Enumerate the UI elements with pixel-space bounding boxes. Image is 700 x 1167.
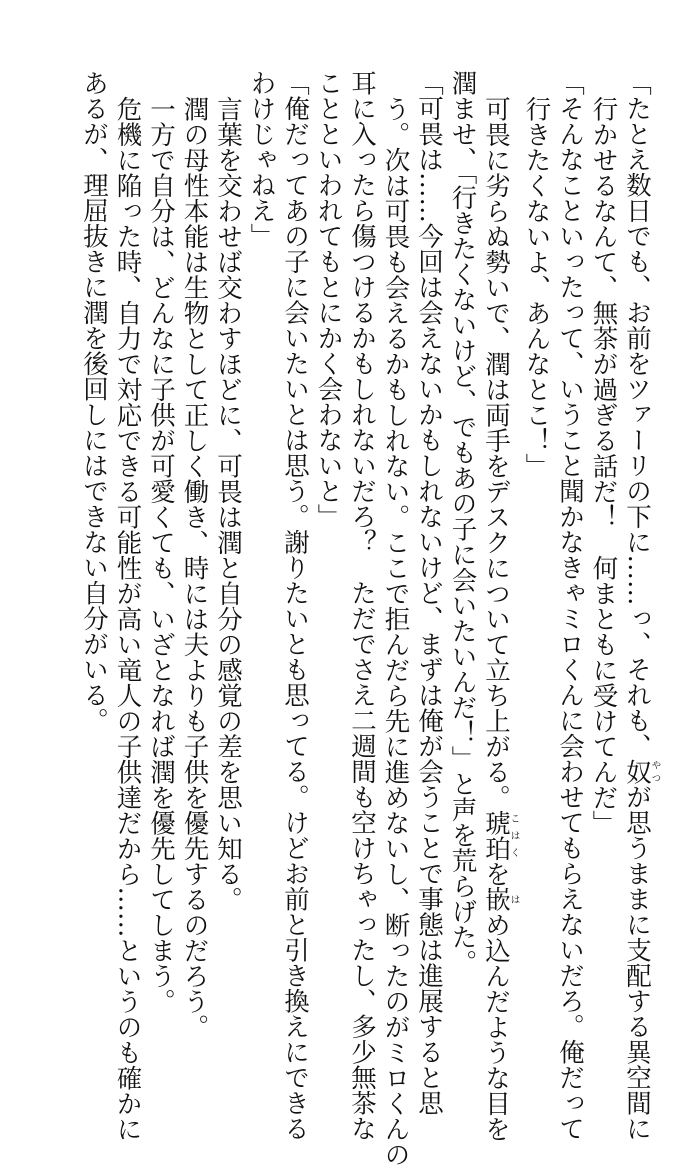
ruby-word: 嵌は <box>481 886 520 912</box>
text-line: 一方で自分は、どんなに子供が可愛くても、いざとなれば潤を優先してしまう。 <box>146 95 176 1014</box>
text-line: 「俺だってあの子に会いたいとは思う。謝りたいとも思ってる。けどお前と引き換えにできる <box>280 70 310 1141</box>
text-line-part: が思うままに支配する異空間に <box>622 784 652 1141</box>
text-line: 可畏に劣らぬ勢いで、潤は両手をデスクについて立ち上がる。琥珀こはくを嵌はめ込んだような目を <box>481 95 520 1141</box>
ruby-word: 奴やつ <box>622 758 661 784</box>
text-line: 潤の母性本能は生物として正しく働き、時には夫よりも子供を優先するのだろう。 <box>179 95 210 1039</box>
text-line: 「可畏は……今回は会えないかもしれないけど、まずは俺が会うことで事態は進展すると思 <box>414 70 444 1116</box>
text-line: 耳に入ったら傷つけるかもしれないだろ？ ただでさえ二週間も空けちゃったし、多少無茶な <box>347 70 377 1141</box>
text-line <box>620 70 661 1141</box>
novel-page <box>40 70 661 1167</box>
text-line: 行きたくないよ、あんなとこ！」 <box>521 95 552 478</box>
text-line: 「そんなこといったって、いうこと聞かなきゃミロくんに会わせてもらえないだろ。俺だって <box>555 70 585 1141</box>
text-line: う。次は可畏も会えるかもしれない。ここで拒んだら先に進めないし、断ったのがミロくんの <box>380 95 411 1167</box>
text-line: わけじゃねえ」 <box>246 70 277 249</box>
text-line-part: 可畏に劣らぬ勢いで、潤は両手をデスクについて立ち上がる。 <box>481 95 511 810</box>
text-line: 潤ませ、「行きたくないけど、でもあの子に会いたいんだ！」と声を荒らげた。 <box>447 70 478 976</box>
text-line-part: 「たとえ数日でも、お前をツァーリの下に……っ、それも、 <box>622 70 652 759</box>
ruby-word: 琥珀こはく <box>481 809 520 861</box>
text-line: あるが、理屈抜きに潤を後回しにはできない自分がいる。 <box>79 70 109 733</box>
text-line: ことといわれてもとにかく会わないと」 <box>313 70 344 529</box>
text-line: 言葉を交わせば交わすほどに、可畏は潤と自分の感覚の差を思い知る。 <box>213 95 243 912</box>
text-line: 危機に陥った時、自力で対応できる可能性が高い竜人の子供達だから……というのも確かに <box>112 95 143 1141</box>
text-line: 行かせるなんて、無茶が過ぎる話だ！ 何まともに受けてんだ」 <box>588 95 619 835</box>
text-line-part: め込んだような目を <box>481 911 511 1141</box>
